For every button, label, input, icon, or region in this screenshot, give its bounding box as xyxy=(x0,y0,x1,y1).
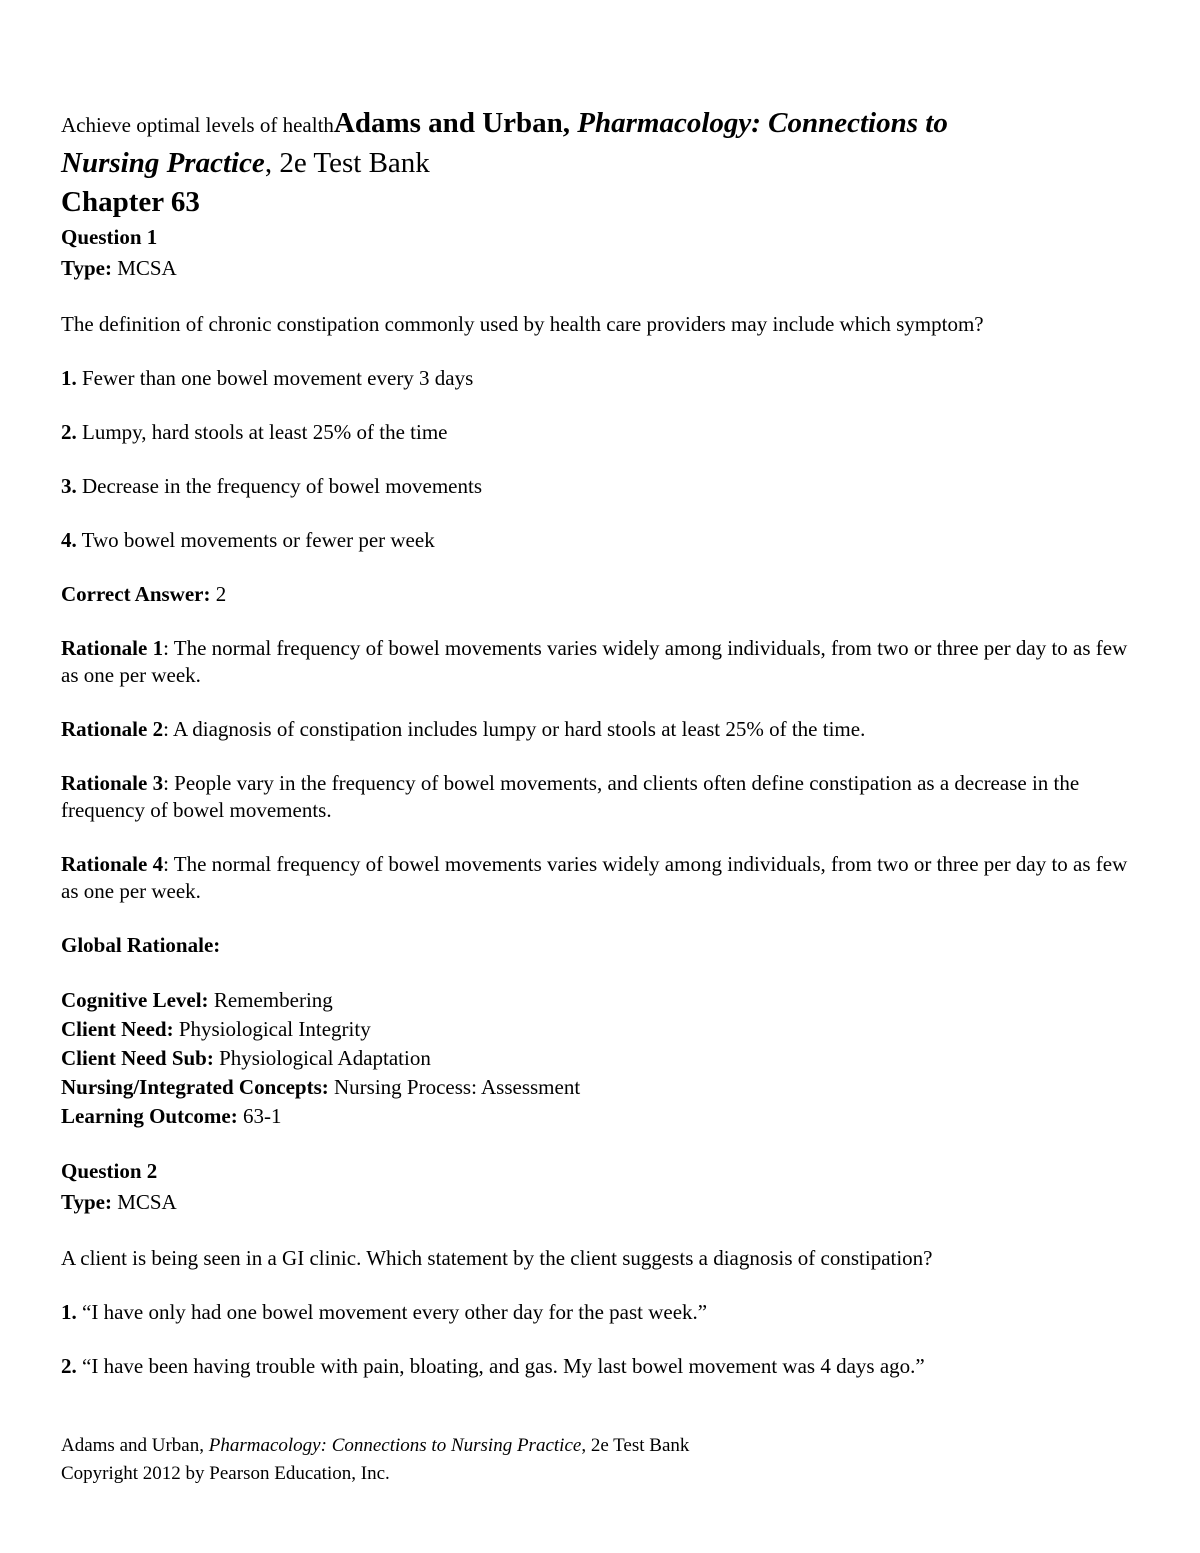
title-authors: Adams and Urban, xyxy=(333,107,571,139)
page-footer xyxy=(61,1432,689,1488)
rationale: Rationale 2: A diagnosis of constipation includes lumpy or hard stools at least 25% of the time. xyxy=(61,717,866,741)
answer-option: 2. Lumpy, hard stools at least 25% of the time xyxy=(61,420,448,444)
rationale: Rationale 1: The normal frequency of bowel movements varies widely among individuals, from two or three per day to as few as one per week. xyxy=(61,636,1128,687)
meta-row: Client Need Sub: Physiological Adaptation xyxy=(61,1046,431,1070)
answer-option: 4. Two bowel movements or fewer per week xyxy=(61,528,435,552)
meta-row: Client Need: Physiological Integrity xyxy=(61,1017,371,1041)
question-label: Question 1 xyxy=(61,225,158,249)
meta-row: Learning Outcome: 63-1 xyxy=(61,1104,282,1128)
answer-option: 1. “I have only had one bowel movement every other day for the past week.” xyxy=(61,1300,708,1324)
question-type: Type: MCSA xyxy=(61,256,177,280)
question-block xyxy=(61,1156,1136,1380)
footer-copyright: Copyright 2012 by Pearson Education, Inc. xyxy=(61,1463,390,1484)
title-rest: , 2e Test Bank xyxy=(264,147,430,179)
answer-option: 2. “I have been having trouble with pain, bloating, and gas. My last bowel movement was 4 days ago.” xyxy=(61,1354,925,1378)
global-rationale: Global Rationale: xyxy=(61,933,221,957)
question-stem: A client is being seen in a GI clinic. Which statement by the client suggests a diagnosis of constipation? xyxy=(61,1246,933,1270)
answer-option: 1. Fewer than one bowel movement every 3 days xyxy=(61,366,474,390)
footer-title: Adams and Urban, Pharmacology: Connections to Nursing Practice, 2e Test Bank xyxy=(61,1435,690,1456)
chapter-heading: Chapter 63 xyxy=(61,186,200,218)
question-metadata xyxy=(61,986,1136,1131)
correct-answer: Correct Answer: 2 xyxy=(61,582,227,606)
title-italic-2: Nursing Practice xyxy=(61,147,265,179)
title-italic-1: Pharmacology: Connections to xyxy=(577,107,948,139)
meta-row: Cognitive Level: Remembering xyxy=(61,988,333,1012)
answer-option: 3. Decrease in the frequency of bowel movements xyxy=(61,474,483,498)
rationale: Rationale 3: People vary in the frequency of bowel movements, and clients often define constipation as a decrease in the frequency of bowel movements. xyxy=(61,771,1080,822)
title-prefix: Achieve optimal levels of health xyxy=(61,113,334,137)
document-content xyxy=(61,104,1136,1380)
meta-row: Nursing/Integrated Concepts: Nursing Process: Assessment xyxy=(61,1075,581,1099)
question-stem: The definition of chronic constipation commonly used by health care providers may include which symptom? xyxy=(61,312,984,336)
question-block xyxy=(61,222,1136,1131)
rationale: Rationale 4: The normal frequency of bowel movements varies widely among individuals, from two or three per day to as few as one per week. xyxy=(61,852,1128,903)
document-title xyxy=(61,104,1136,182)
question-type: Type: MCSA xyxy=(61,1190,177,1214)
question-label: Question 2 xyxy=(61,1159,158,1183)
